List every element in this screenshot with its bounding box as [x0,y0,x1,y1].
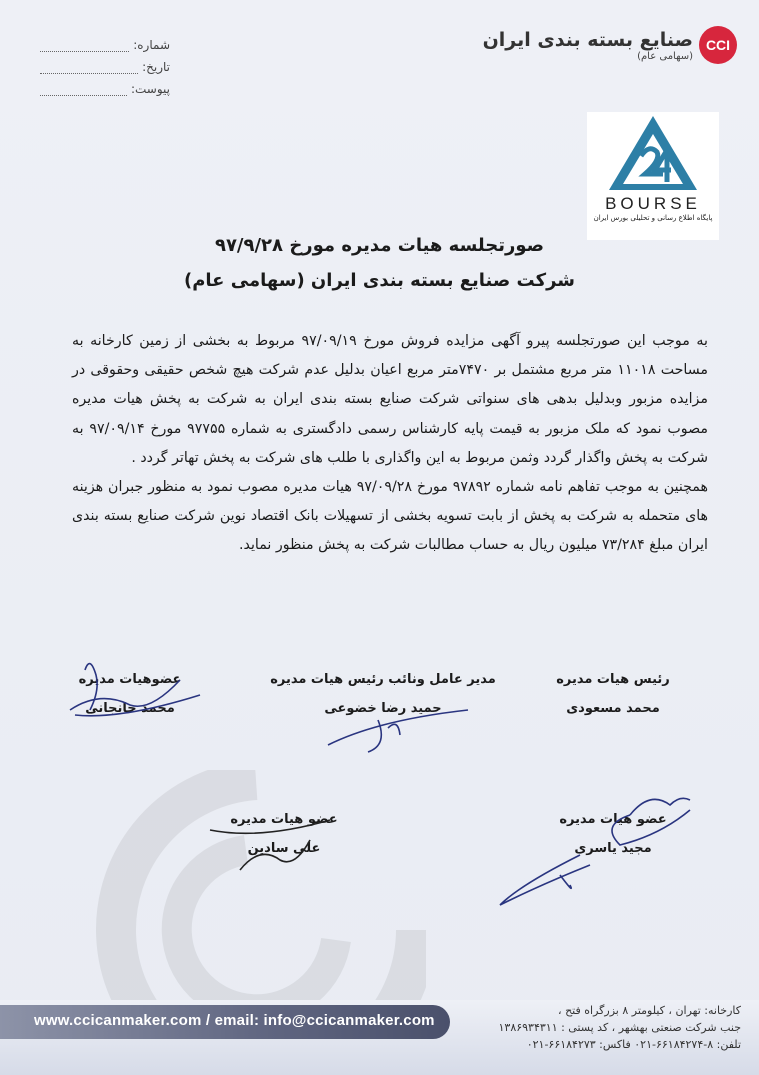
bourse-word: BOURSE [605,194,701,213]
bourse-logo [587,112,719,240]
brand-sub: (سهامی عام) [637,50,693,62]
signature-name: محمد مسعودی [566,701,660,716]
letter-meta [40,30,170,96]
cci-badge-icon: CCI [699,26,737,64]
brand-text [483,29,693,62]
document-body [72,327,708,561]
body-paragraph-1: به موجب این صورتجلسه پیرو آگهی مزایده فروش مورخ ۹۷/۰۹/۱۹ مربوط به بخشی از زمین کارخانه به مساحت ۱۱۰۱۸ متر مربع مشتمل بر ۷۴۷۰متر مربع اعیان بدلیل عدم شرکت هیچ شخص حقیقی وحقوقی در مزایده مزبور وبدلیل بدهی های سنواتی شرکت صنایع بسته بندی ایران به شرکت به پخش هیات مدیره مصوب نمود که ملک مزبور به قیمت پایه کارشناس رسمی دادگستری به شماره ۹۷۷۵۵ مورخ ۹۷/۰۹/۱۴ به شرکت به پخش واگذار گردد وثمن مربوط به این واگذاری با طلب های شرکت به پخش تهاتر گردد . [72,333,708,466]
attachment-label: پیوست: [130,82,170,96]
footer-address [441,1002,741,1053]
date-label: تاریخ: [142,60,170,74]
bourse-triangle-icon [605,112,701,194]
company-logo [483,26,737,64]
handwritten-signature-3 [480,785,710,915]
meta-number [40,30,170,52]
signature-name: محمد خانجانی [85,701,175,716]
handwritten-signature-2 [318,690,478,760]
meta-attachment [40,74,170,96]
handwritten-signature-4 [200,810,340,880]
bourse-caption: پایگاه اطلاع رسانی و تحلیلی بورس ایران [593,214,713,222]
document-title: صورتجلسه هیات مدیره مورخ ۹۷/۹/۲۸ [214,235,545,256]
body-paragraph-2: همچنین به موجب تفاهم نامه شماره ۹۷۸۹۲ مورخ ۹۷/۰۹/۲۸ هیات مدیره مصوب نمود به منظور جبران هزینه های متحمله به شرکت به پخش از بابت تسویه بخشی از تسهیلات بانک اقتصاد نوین شرکت صنایع بسته بندی ایران مبلغ ۷۳/۲۸۴ میلیون ریال به حساب مطالبات شرکت به پخش منظور نماید. [72,479,708,554]
date-dots [40,61,138,74]
footer-web-link[interactable]: www.ccicanmaker.com / email: info@ccicanmaker.com [34,1012,435,1029]
signature-name: مجید یاسری [574,841,652,856]
signature-role: رئیس هیات مدیره [556,672,670,687]
signature-chairman [533,672,693,716]
address-line-2: جنب شرکت صنعتی بهشهر ، کد پستی : ۱۳۸۶۹۳۴۳۱۱ [498,1021,741,1034]
address-line-1: کارخانه: تهران ، کیلومتر ۸ بزرگراه فتح ، [558,1004,741,1017]
number-dots [40,39,129,52]
brand-name: صنایع بسته بندی ایران [482,28,693,51]
meta-date [40,52,170,74]
signature-name: حمید رضا خضوعی [324,701,442,716]
signature-role: عضو هیات مدیره [559,812,667,827]
document-subtitle: شرکت صنایع بسته بندی ایران (سهامی عام) [184,270,575,291]
handwritten-signature-1 [60,650,210,730]
signature-role: عضوهیات مدیره [78,672,182,687]
address-line-3: تلفن: ۸-۶۶۱۸۴۲۷۴-۰۲۱ فاکس: ۶۶۱۸۴۲۷۳-۰۲۱ [526,1038,741,1051]
number-label: شماره: [133,38,170,52]
signature-role: عضو هیات مدیره [230,812,338,827]
attachment-dots [40,83,127,96]
signature-role: مدیر عامل ونائب رئیس هیات مدیره [270,672,496,687]
signature-name: علی سادین [247,841,321,856]
